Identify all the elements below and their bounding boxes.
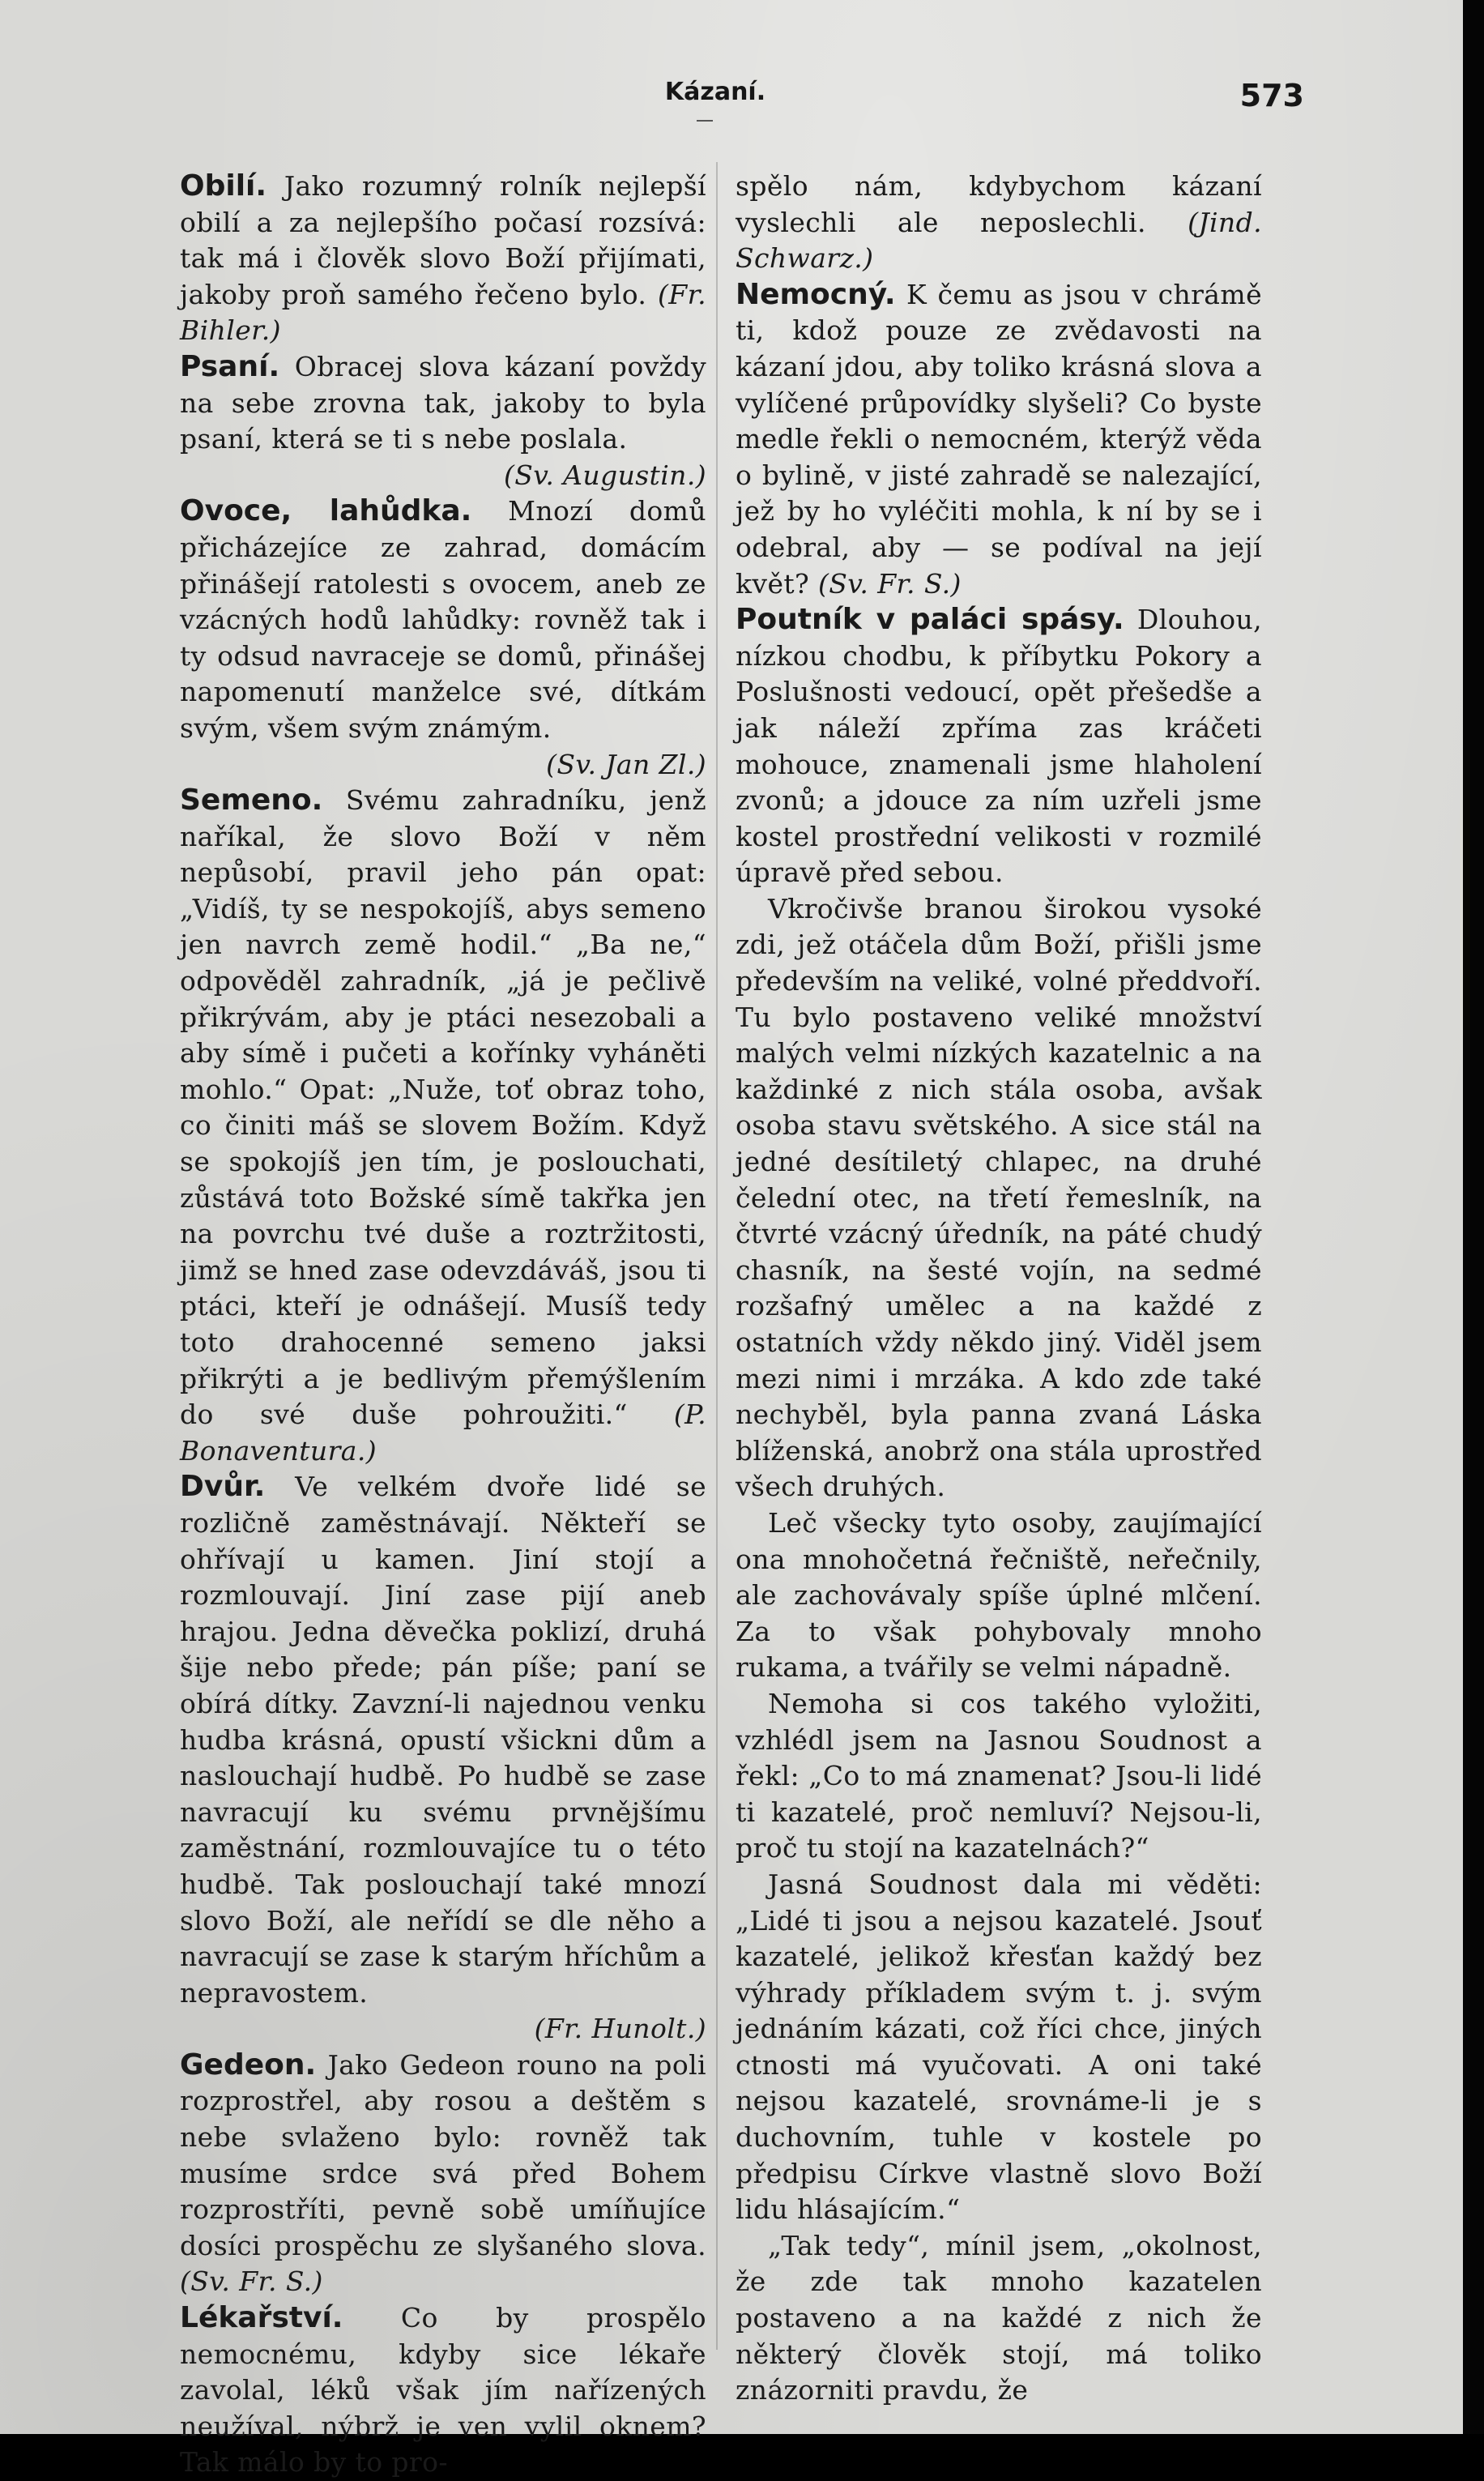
entry-gedeon — [180, 2048, 706, 2300]
entry-keyword: Semeno. — [180, 784, 323, 818]
entry-source: (Sv. Fr. S.) — [818, 567, 962, 600]
entry-text: Jako rozumný rolník nejlepší obilí a za nejlepšího počasí rozsívá: tak má i člověk slovo Boží přijímati, jakoby proň samého řečeno bylo. — [180, 170, 707, 310]
entry-source: (Fr. Bihler.) — [180, 278, 707, 347]
paragraph: Nemoha si cos takého vyložiti, vzhlédl jsem na Jasnou Soudnost a řekl: „Co to má znamenat? Jsou-li lidé ti kazatelé, proč nemluví? Nejsou-li, proč tu stojí na kazatelnách?“ — [736, 1687, 1262, 1864]
entry-continuation — [736, 169, 1262, 277]
paragraph: Vkročivše branou širokou vysoké zdi, jež otáčela dům Boží, přišli jsme především na veliké, volné předdvoří. Tu bylo postaveno veliké množství malých velmi nízkých kazatelnic a na každinké z nich stála osoba, avšak osoba stavu světského. A sice stál na jedné desítiletý chlapec, na druhé čelední otec, na třetí řemeslník, na čtvrté vzácný úředník, na páté chudý chasník, na šesté vojín, na sedmé rozšafný umělec a na každé z ostatních vždy někdo jiný. Viděl jsem mezi nimi i mrzáka. A kdo zde také nechyběl, byla panna zvaná Láska blíženská, anobrž ona stála uprostřed všech druhých. — [736, 892, 1262, 1503]
paragraph: „Tak tedy“, mínil jsem, „okolnost, že zde tak mnoho kazatelen postaveno a na každé z nich že některý člověk stojí, má toliko znázorniti pravdu, že — [736, 2229, 1262, 2406]
page-number: 573 — [1239, 78, 1304, 113]
entry-keyword: Dvůr. — [180, 1470, 266, 1504]
paragraph: Leč všecky tyto osoby, zaujímající ona mnohočetná řečniště, neřečnily, ale zachovávaly spíše úplné mlčení. Za to však pohybovaly mnoho rukama, a tvářily se velmi nápadně. — [736, 1506, 1262, 1684]
entry-text: K čemu as jsou v chrámě ti, kdož pouze ze zvědavosti na kázaní jdou, aby toliko krásná slova a vylíčené průpovídky slyšeli? Co byste medle řekli o nemocném, kterýž věda o bylině, v jisté zahradě se nalezající, jež by ho vyléčiti mohla, k ní by se i odebral, aby — se podíval na její květ? — [736, 278, 1262, 600]
column-divider — [716, 162, 718, 2350]
left-column — [180, 169, 706, 2481]
entry-keyword: Gedeon. — [180, 2048, 317, 2082]
entry-text: Svému zahradníku, jenž naříkal, že slovo Boží v něm nepůsobí, pravil jeho pán opat: „Vidíš, ty se nespokojíš, abys semeno jen navrch země hodil.“ „Ba ne,“ odpověděl zahradník, „já je pečlivě přikrývám, aby je ptáci nesezobali a aby símě i pučeti a kořínky vyháněti mohlo.“ Opat: „Nuže, toť obraz toho, co činiti máš se slovem Božím. Když se spokojíš jen tím, je poslouchati, zůstává toto Božské símě takřka jen na povrchu tvé duše a roztržitosti, jimž se hned zase odevzdáváš, jsou ti ptáci, kteří je odnášejí. Musíš tedy toto drahocenné semeno jaksi přikrýti a je bedlivým přemýšlením do své duše pohroužiti.“ — [180, 784, 706, 1431]
entry-keyword: Nemocný. — [736, 277, 896, 311]
entry-text: spělo nám, kdybychom kázaní vyslechli ale neposlechli. — [736, 170, 1262, 238]
entry-text: Co by prospělo nemocnému, kdyby sice lékaře zavolal, léků však jím nařízených neužíval, nýbrž je ven vylil oknem? Tak málo by to pro- — [180, 2302, 706, 2479]
entry-text: Jako Gedeon rouno na poli rozprostřel, aby rosou a deštěm s nebe svlaženo bylo: rovněž tak musíme srdce svá před Bohem rozprostříti, pevně sobě umíňujíce dosíci prospěchu ze slyšaného slova. — [180, 2048, 707, 2261]
entry-obili — [180, 169, 706, 349]
scan-edge — [1463, 0, 1484, 2434]
entry-text: Ve velkém dvoře lidé se rozličně zaměstnávají. Někteří se ohřívají u kamen. Jiní stojí a rozmlouvají. Jiní zase pijí aneb hrajou. Jedna děvečka poklizí, druhá šije nebo přede; pán píše; paní se obírá dítky. Zavzní-li najednou venku hudba krásná, opustí všickni dům a naslouchají hudbě. Po hudbě se zase navracují ku svému prvnějšímu zaměstnání, rozmlouvajíce tu o této hudbě. Tak poslouchají také mnozí slovo Boží, ale neřídí se dle něho a navracují se zase k starým hříchům a nepravostem. — [180, 1471, 707, 2009]
entry-source: (Sv. Jan Zl.) — [546, 748, 706, 780]
entry-keyword: Ovoce, lahůdka. — [180, 494, 472, 528]
paragraph: Jasná Soudnost dala mi věděti: „Lidé ti jsou a nejsou kazatelé. Jsouť kazatelé, jelikož křesťan každý bez výhrady příkladem svým t. j. svým jednáním kázati, což říci chce, jiných ctnosti má vyučovati. A oni také nejsou kazatelé, srovnáme-li je s duchovním, tuhle v kostele po předpisu Církve vlastně slovo Boží lidu hlásajícím.“ — [736, 1868, 1262, 2226]
entry-source: (P. Bonaventura.) — [180, 1398, 706, 1467]
entry-keyword: Poutník v paláci spásy. — [736, 603, 1124, 637]
entry-keyword: Lékařství. — [180, 2301, 343, 2335]
entry-source: (Fr. Hunolt.) — [534, 2013, 706, 2045]
entry-lekarstvi — [180, 2300, 706, 2481]
running-head-title: Kázaní. — [664, 78, 766, 106]
entry-psani — [180, 349, 706, 493]
entry-text: Mnozí domů přicházejíce ze zahrad, domácím přinášejí ratolesti s ovocem, aneb ze vzácných hodů lahůdky: rovněž tak i ty odsud navraceje se domů, přinášej napomenutí manželce své, dítkám svým, všem svým známým. — [180, 495, 706, 744]
entry-source: (Sv. Augustin.) — [503, 459, 706, 491]
entry-keyword: Psaní. — [180, 349, 280, 383]
entry-poutnik — [736, 602, 1262, 891]
entry-ovoce — [180, 493, 706, 783]
entry-semeno — [180, 783, 706, 1469]
entry-text: Dlouhou, nízkou chodbu, k příbytku Pokory a Poslušnosti vedoucí, opět přešedše a jak náleží zpříma zas kráčeti mohouce, znamenali jsme hlaholení zvonů; a jdouce za ním uzřeli jsme kostel prostřední velikosti v rozmilé úpravě před sebou. — [736, 604, 1263, 889]
entry-keyword: Obilí. — [180, 169, 267, 203]
entry-dvur — [180, 1469, 706, 2048]
entry-text: Obracej slova kázaní povždy na sebe zrovna tak, jakoby to byla psaní, která se ti s nebe poslala. — [180, 350, 706, 455]
right-column — [736, 169, 1262, 2409]
header-rule — [697, 120, 713, 122]
entry-nemocny — [736, 277, 1262, 602]
entry-source: (Jind. Schwarz.) — [736, 206, 1262, 275]
entry-source: (Sv. Fr. S.) — [180, 2265, 323, 2298]
